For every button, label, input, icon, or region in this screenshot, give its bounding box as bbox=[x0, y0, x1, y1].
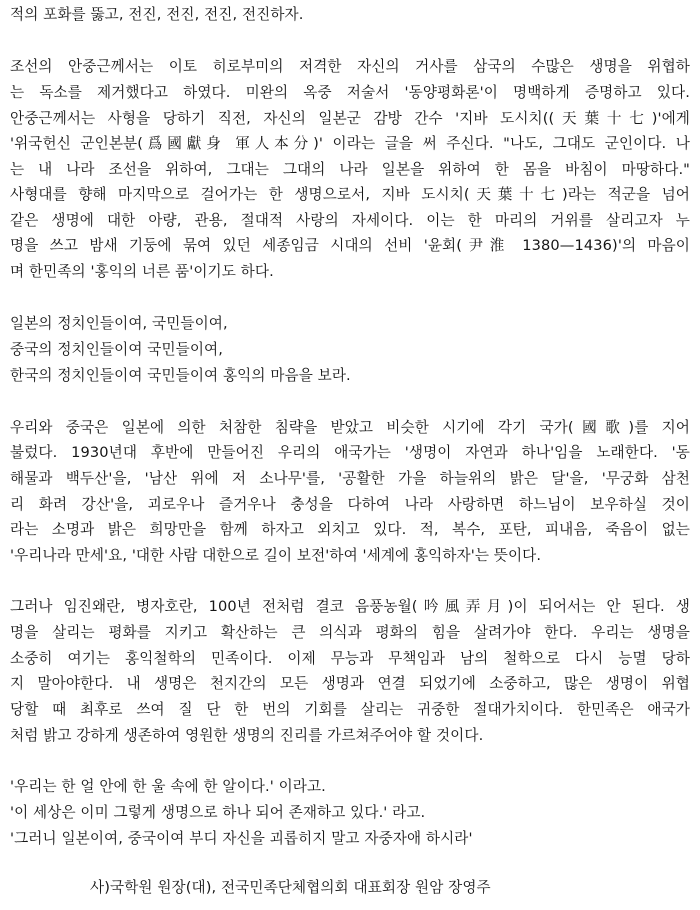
text-line: 당할 때 최후로 쓰여 질 단 한 번의 기회를 살리는 귀중한 절대가치이다. 한민족은 애국가 bbox=[10, 701, 690, 718]
text-line: 조선의 안중근께서는 이토 히로부미의 저격한 자신의 거사를 삼국의 수많은 생명을 위협하 bbox=[10, 58, 690, 75]
text-line: 불렀다. 1930년대 후반에 만들어진 우리의 애국가는 '생명이 자연과 하나'임을 노래한다. '동 bbox=[10, 444, 690, 461]
text-line: 한국의 정치인들이여 국민들이여 홍익의 마음을 보라. bbox=[10, 367, 351, 384]
text-line: 는 독소를 제거했다고 하였다. 미완의 옥중 저술서 '동양평화론'이 명백하게 증명하고 있다. bbox=[10, 84, 690, 101]
text-line: 라는 소명과 밝은 희망만을 함께 하자고 외치고 있다. 적, 복수, 포탄, 피내음, 죽음이 없는 bbox=[10, 521, 690, 538]
text-line: 명을 쓰고 밤새 기둥에 묶여 있던 세종임금 시대의 선비 '윤회(尹淮 1380—1436)'의 마음이 bbox=[10, 237, 690, 254]
text-line: '위국헌신 군인본분(爲國獻身 軍人本分)' 이라는 글을 써 주신다. "나도, 그대도 군인이다. 나 bbox=[10, 135, 690, 152]
text-line: 중국의 정치인들이여 국민들이여, bbox=[10, 341, 223, 358]
text-line: 며 한민족의 '홍익의 너른 품'이기도 하다. bbox=[10, 263, 274, 280]
text-line: 적의 포화를 뚫고, 전진, 전진, 전진, 전진하자. bbox=[10, 6, 304, 23]
text-line: 는 내 나라 조선을 위하여, 그대는 그대의 나라 일본을 위하여 한 몸을 바침이 마땅하다." bbox=[10, 161, 690, 178]
text-line: 그러나 임진왜란, 병자호란, 100년 전처럼 결코 음풍농월(吟風弄月)이 되어서는 안 된다. 생 bbox=[10, 598, 690, 615]
text-line: 같은 생명에 대한 아량, 관용, 절대적 사랑의 자세이다. 이는 한 마리의 거위를 살리고자 누 bbox=[10, 212, 690, 229]
text-line: 안중근께서는 사형을 당하기 직전, 자신의 일본군 감방 간수 '지바 도시치((天葉十七)'에게 bbox=[10, 110, 690, 127]
text-line: 사형대를 향해 마지막으로 걸어가는 한 생명으로서, 지바 도시치(天葉十七)라는 적군을 넘어 bbox=[10, 186, 690, 203]
text-line: 지 말아야한다. 내 생명은 천지간의 모든 생명과 연결 되었기에 소중하고, 많은 생명이 위협 bbox=[10, 675, 690, 692]
text-line: '우리는 한 얼 안에 한 울 속에 한 알이다.' 이라고. bbox=[10, 778, 326, 795]
text-line: 리 화려 강산'을, 괴로우나 즐거우나 충성을 다하여 나라 사랑하면 하느님이 보우하실 것이 bbox=[10, 496, 690, 513]
text-line: '우리나라 만세'요, '대한 사람 대한으로 길이 보전'하여 '세계에 홍익하자'는 뜻이다. bbox=[10, 547, 542, 564]
text-line: 명을 살리는 평화를 지키고 확산하는 큰 의식과 평화의 힘을 살려가야 한다. 우리는 생명을 bbox=[10, 624, 690, 641]
text-line: 해물과 백두산'을, '남산 위에 저 소나무'를, '공활한 가을 하늘위의 밝은 달'을, '무궁화 삼천 bbox=[10, 470, 690, 487]
text-line: 일본의 정치인들이여, 국민들이여, bbox=[10, 315, 228, 332]
text-line: '이 세상은 이미 그렇게 생명으로 하나 되어 존재하고 있다.' 라고. bbox=[10, 804, 426, 821]
text-line: 처럼 밝고 강하게 생존하여 영원한 생명의 진리를 가르쳐주어야 할 것이다. bbox=[10, 727, 484, 744]
text-line: 우리와 중국은 일본에 의한 처참한 침략을 받았고 비슷한 시기에 각기 국가(國歌)를 지어 bbox=[10, 419, 690, 436]
text-line: '그러니 일본이여, 중국이여 부디 자신을 괴롭히지 말고 자중자애 하시라' bbox=[10, 830, 473, 847]
author-signature: 사)국학원 원장(대), 전국민족단체협의회 대표회장 원암 장영주 bbox=[90, 879, 491, 896]
text-line: 소중히 여기는 홍익철학의 민족이다. 이제 무능과 무책임과 남의 철학으로 다시 능멸 당하 bbox=[10, 650, 690, 667]
